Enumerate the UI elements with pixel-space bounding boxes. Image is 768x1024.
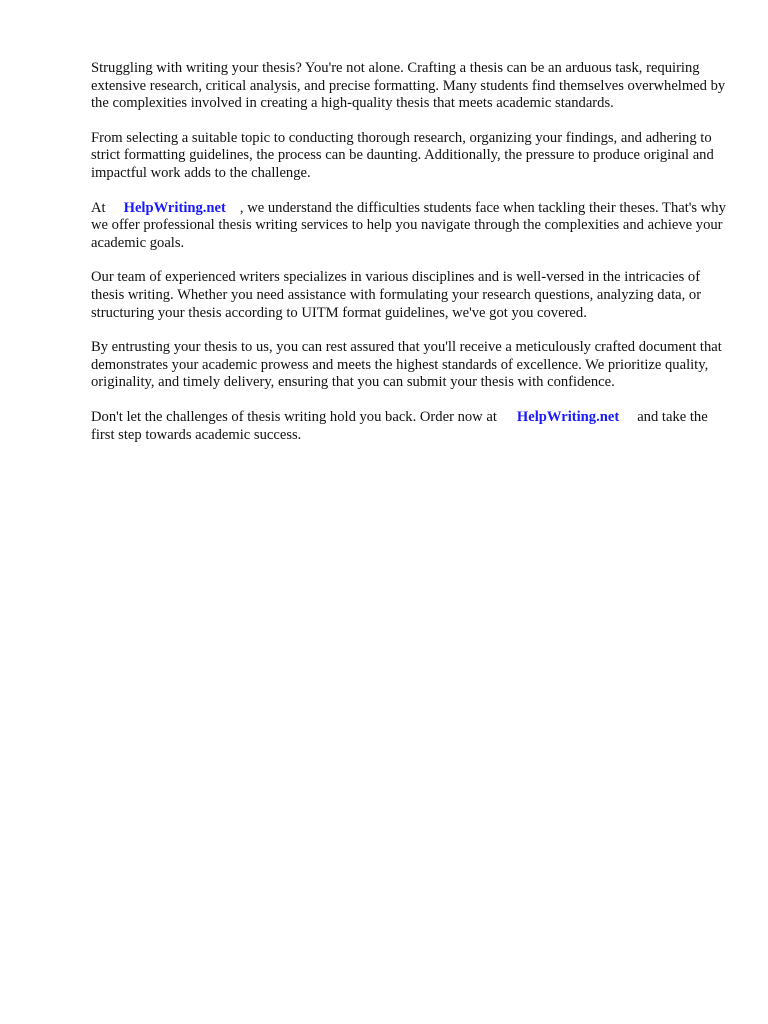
paragraph-challenges: From selecting a suitable topic to conducting thorough research, organizing your findings, and adhering to strict formatting guidelines, the process can be daunting. Additionally, the pressure to produce original and impactful work adds to the challenge. — [91, 129, 714, 181]
paragraph-cta-lead: Don't let the challenges of thesis writing hold you back. Order now at — [91, 408, 497, 425]
paragraph-team: Our team of experienced writers specializes in various disciplines and is well-versed in the intricacies of thesis writing. Whether you need assistance with formulating your research questions, analyzing data, or structuring your thesis according to UITM format guidelines, we've got you covered. — [91, 269, 702, 321]
paragraph-service — [91, 200, 731, 253]
paragraph-intro: Struggling with writing your thesis? You're not alone. Crafting a thesis can be an arduous task, requiring extensive research, critical analysis, and precise formatting. Many students find themselves overwhelmed by the complexities involved in creating a high-quality thesis that meets academic standards. — [91, 60, 726, 112]
paragraph-service-rest: , we understand the difficulties students face when tackling their theses. That's why we offer professional thesis writing services to help you navigate through the complexities and achieve your academic goals. — [91, 199, 726, 251]
helpwriting-link-1[interactable]: HelpWriting.net — [123, 199, 226, 216]
paragraph-trust: By entrusting your thesis to us, you can rest assured that you'll receive a meticulously crafted document that demonstrates your academic prowess and meets the highest standards of excellence. We prioritize quality, originality, and timely delivery, ensuring that you can submit your thesis with confidence. — [91, 339, 722, 391]
paragraph-service-lead: At — [91, 199, 106, 216]
document-body — [91, 60, 731, 461]
helpwriting-link-2[interactable]: HelpWriting.net — [516, 408, 620, 425]
paragraph-cta — [91, 409, 731, 444]
paragraph-cta-rest: and take the first step towards academic success. — [91, 408, 708, 443]
